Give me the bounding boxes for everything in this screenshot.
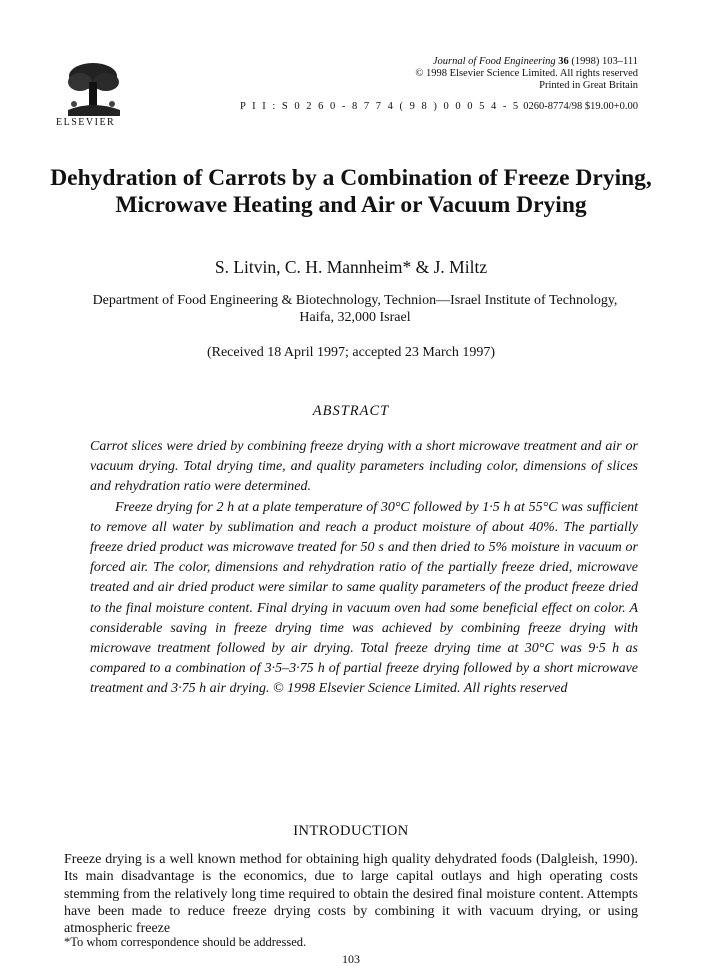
abstract-paragraph-2: Freeze drying for 2 h at a plate temperature of 30°C followed by 1·5 h at 55°C was sufficient to remove all water by sublimation and reach a product moisture of about 40%. The partially freeze dried product was microwave treated for 50 s and then dried to 5% moisture in vacuum or forced air. The color, dimensions and rehydration ratio of the partially freeze dried, microwave treated and air dried product were similar to same quality parameters of the product freeze dried to the final moisture content. Final drying in vacuum oven had some beneficial effect on color. A considerable saving in freeze drying time was achieved by combining freeze drying with microwave treatment followed by air drying. Total freeze drying time at 30°C was 9·5 h as compared to a combination of 3·5–3·75 h of partial freeze drying followed by a short microwave treatment and 3·75 h air drying. © 1998 Elsevier Science Limited. All rights reserved <box>90 499 638 697</box>
abstract-paragraph-1: Carrot slices were dried by combining freeze drying with a short microwave treatment and air or vacuum drying. Total drying time, and quality parameters including color, dimensions of slices and rehydration ratio were determined. <box>90 439 638 495</box>
journal-year-pages: (1998) 103–111 <box>568 56 638 67</box>
issn-price: 0260-8774/98 $19.00+0.00 <box>523 101 638 112</box>
elsevier-tree-logo <box>60 60 126 116</box>
abstract-body <box>90 437 638 700</box>
journal-info <box>338 56 638 92</box>
introduction-text: Freeze drying is a well known method for obtaining high quality dehydrated foods (Dalgleish, 1990). Its main disadvantage is the economics, due to large capital outlays and high operating costs stemming from the relatively long time required to obtain the desired final moisture content. Attempts have been made to reduce freeze drying costs by combining it with vacuum drying, or using atmospheric freeze <box>64 852 638 937</box>
article-authors: S. Litvin, C. H. Mannheim* & J. Miltz <box>214 257 488 277</box>
article-title: Dehydration of Carrots by a Combination of Freeze Drying, Microwave Heating and Air or Vacuum Drying <box>50 165 652 218</box>
received-dates: (Received 18 April 1997; accepted 23 March 1997) <box>206 345 496 360</box>
journal-citation <box>338 56 638 68</box>
introduction-heading: INTRODUCTION <box>293 823 409 839</box>
pii-identifier: P I I : S 0 2 6 0 - 8 7 7 4 ( 9 8 ) 0 0 0 5 4 - 5 <box>240 101 521 112</box>
copyright-line: © 1998 Elsevier Science Limited. All rights reserved <box>415 68 638 79</box>
journal-name: Journal of Food Engineering <box>432 56 556 67</box>
author-affiliation: Department of Food Engineering & Biotechnology, Technion—Israel Institute of Technology, Haifa, 32,000 Israel <box>92 293 618 325</box>
correspondence-footnote: *To whom correspondence should be addressed. <box>64 935 307 949</box>
publisher-logo-text: ELSEVIER <box>56 117 116 128</box>
journal-volume: 36 <box>558 56 569 67</box>
printed-line: Printed in Great Britain <box>539 80 638 91</box>
abstract-heading: ABSTRACT <box>312 403 390 419</box>
page-number: 103 <box>342 952 360 966</box>
